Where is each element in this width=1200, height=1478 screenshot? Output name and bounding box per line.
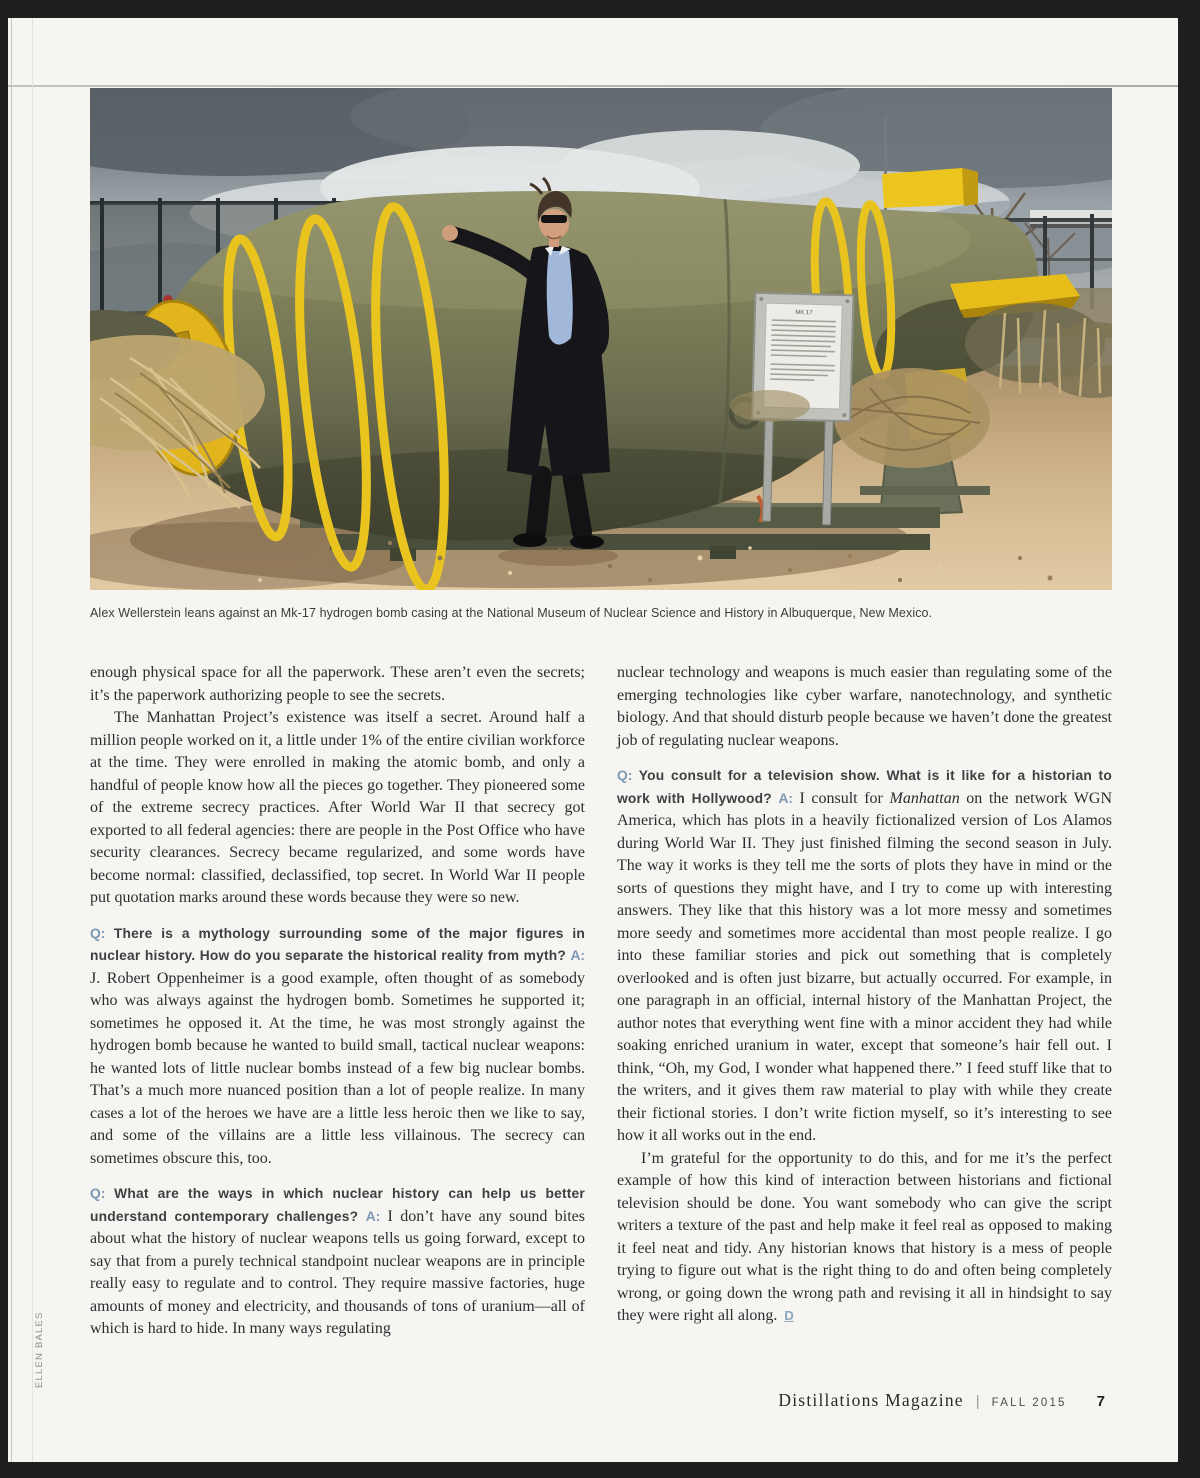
- body-paragraph: [90, 707, 585, 910]
- top-fin: [882, 168, 978, 208]
- end-of-article-mark: D: [784, 1308, 794, 1323]
- question-text: There is a mythology surrounding some of the major figures in nuclear history. How do you separate the historical reality from myth?: [90, 925, 585, 963]
- qa-paragraph: [617, 765, 1112, 1148]
- magazine-page: [8, 18, 1178, 1462]
- question-text: What are the ways in which nuclear history can help us better understand contemporary challenges?: [90, 1186, 585, 1224]
- magazine-title: Distillations Magazine: [778, 1390, 964, 1410]
- italic-run: Manhattan: [889, 789, 960, 807]
- question-label: Q:: [617, 768, 639, 783]
- tail-support: [834, 368, 990, 468]
- text-run: I consult for: [799, 789, 890, 807]
- text-run: I don’t have any sound bites about what the history of nuclear weapons tells us going forward, except to say that from a purely technical standpoint nuclear weapons are in principle really easy to regulate and to control. They require massive factories, huge amounts of money and electricity, and thousands of tons of uranium—all of which is hard to hide. In many ways regulating: [90, 1207, 585, 1337]
- text-run: nuclear technology and weapons is much easier than regulating some of the emerging technologies like cyber warfare, nanotechnology, and synthetic biology. And that should disturb people because we haven’t done the greatest job of regulating nuclear weapons.: [617, 664, 1112, 749]
- footer-separator: |: [975, 1393, 980, 1410]
- text-run: The Manhattan Project’s existence was itself a secret. Around half a million people worked on it, a little under 1% of the entire civilian workforce at the time. They were enrolled in making the atomic bomb, and only a handful of people know how all the pieces go together. They pioneered some of the extreme secrecy practices. After World War II that secrecy got exported to all federal agencies: there are people in the Post Office who have security clearances. Secrecy became regularized, and some words have become normal: classified, declassified, top secret. In World War II people put quotation marks around these words because they were so new.: [90, 709, 585, 906]
- qa-paragraph: [90, 1183, 585, 1341]
- question-text: You consult for a television show. What is it like for a historian to work with Hollywood?: [617, 768, 1112, 806]
- text-run: on the network WGN America, which has plots in a heavily fictionalized version of Los Alamos during World War II. They just finished filming the second season in July. The way it works is they tell me the sorts of plots they have in mind or the sorts of questions they might have, and I try to come up with interesting answers. They like that this history was a lot more messy and sometimes more seedy and sometimes more accidental than most people realize. I go into these familiar stories and pick out something that is completely overlooked and is often just bizarre, but actually occurred. For example, in one paragraph in an official, internal history of the Manhattan Project, the author notes that everything went fine with a minor accident they had while soaking enriched uranium in water, except that someone’s hair fell out. I think, “Oh, my God, I wonder what happened there.” I feed stuff like that to the writers, and it gives them raw material to play with while they create their fictional stories. I don’t write fiction myself, so it’s interesting to see how it all works out in the end.: [617, 789, 1112, 1144]
- body-paragraph: [617, 1148, 1112, 1328]
- answer-label: A:: [365, 1208, 388, 1224]
- page-edge-line: [11, 18, 12, 1462]
- text-run: enough physical space for all the paperwork. These aren’t even the secrets; it’s the paperwork authorizing people to see the secrets.: [90, 664, 585, 704]
- article-column-left: [90, 662, 585, 1341]
- body-paragraph: [617, 662, 1112, 752]
- issue-label: FALL 2015: [991, 1397, 1067, 1409]
- article-column-right: [617, 662, 1112, 1341]
- question-label: Q:: [90, 925, 114, 941]
- answer-label: A:: [778, 790, 800, 806]
- page-number: 7: [1096, 1393, 1105, 1410]
- page-crease-line: [8, 85, 1178, 87]
- qa-paragraph: [90, 923, 585, 1171]
- text-run: I’m grateful for the opportunity to do this, and for me it’s the perfect example of how this kind of interaction between historians and fictional television should be done. You want somebody who can give the script writers a texture of the past and help make it feel real as opposed to making it feel neat and tidy. Any historian knows that history is a mess of people trying to figure out what is the right thing to do and often being completely wrong, or going down the wrong path and revising it all in hindsight to say they were right all along.: [617, 1149, 1112, 1324]
- photo-credit: ELLEN BALES: [34, 1311, 45, 1389]
- answer-label: A:: [570, 948, 585, 963]
- page-footer: [778, 1390, 1105, 1411]
- question-label: Q:: [90, 1186, 115, 1201]
- photo-caption: Alex Wellerstein leans against an Mk-17 hydrogen bomb casing at the National Museum of Nuclear Science and History in Albuquerque, New Mexico.: [90, 606, 933, 620]
- sign-title: MK 17: [795, 309, 813, 317]
- text-run: J. Robert Oppenheimer is a good example, often thought of as somebody who was always against the hydrogen bomb. Sometimes he supported it; sometimes he opposed it. At the time, he was most strongly against the hydrogen bomb because he wanted to build small, tactical nuclear weapons: he wanted lots of little nuclear bombs instead of a few big nuclear bombs. That’s a much more nuanced position than a lot of people realize. In many cases a lot of the heroes we have are a little less heroic then we like to say, and some of the villains are a little less villainous. The secrecy can sometimes obscure this, too.: [90, 969, 585, 1167]
- article-body: [90, 662, 1112, 1341]
- photo-mk17-bomb: [90, 88, 1112, 590]
- body-paragraph: [90, 662, 585, 707]
- page-gutter-line: [32, 18, 33, 1462]
